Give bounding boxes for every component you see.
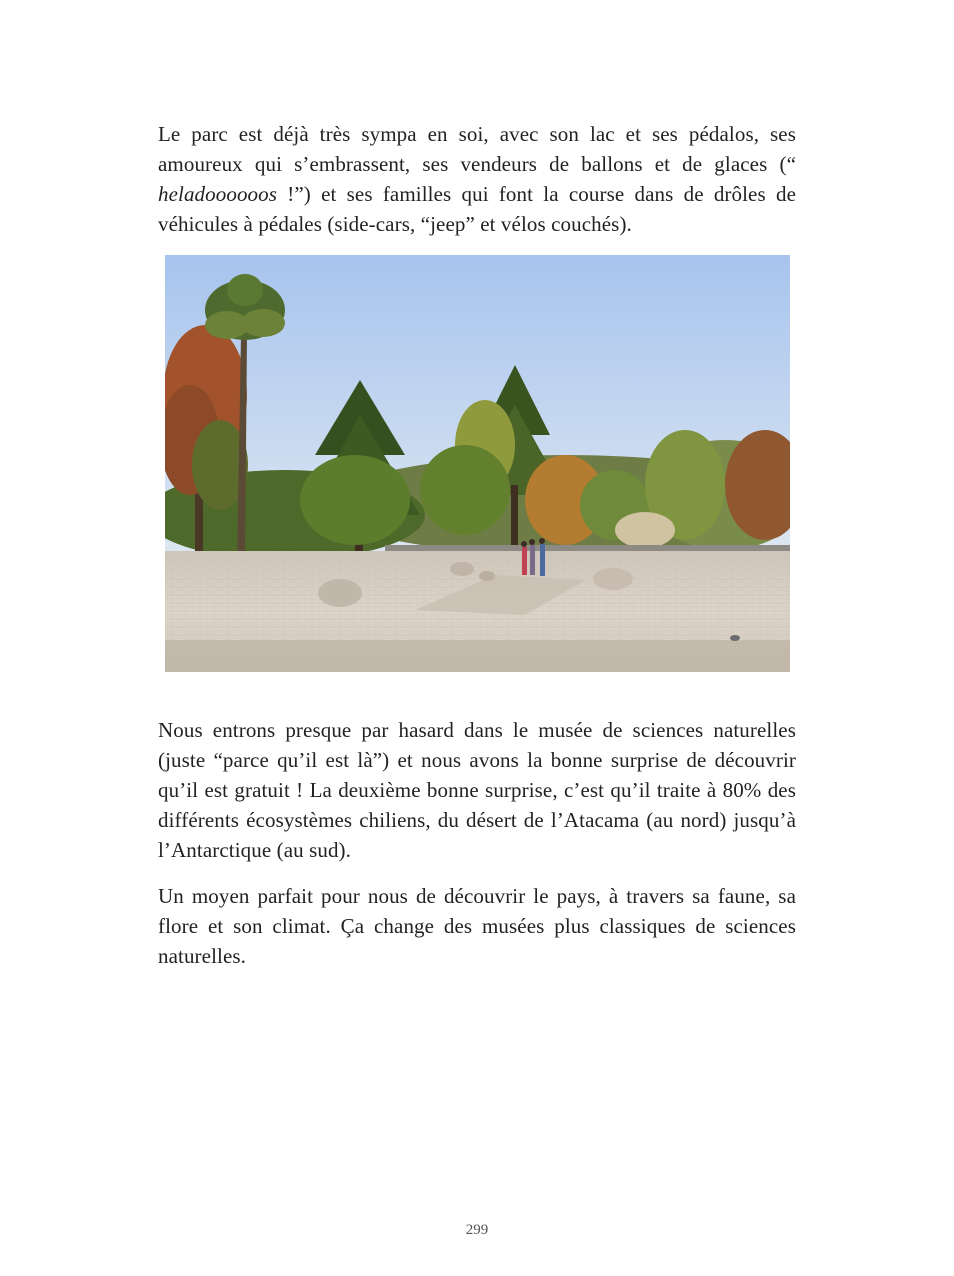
foreground-shadow [165,640,790,672]
railing [385,545,790,551]
paragraph-park-part2: !”) et ses familles qui font la course dans de drôles de véhicules à pédales (side-cars, “jeep” et vélos couchés). [158,182,796,236]
people-walking [521,538,545,576]
park-photo [165,255,790,672]
paragraph-museum: Nous entrons presque par hasard dans le musée de sciences naturelles (juste “parce qu’il est là”) et nous avons la bonne surprise de découvrir qu’il est gratuit ! La deuxième bonne surprise, c’est qu’il traite à 80% des différents écosystèmes chiliens, du désert de l’Atacama (au nord) jusqu’à l’Antarctique (au sud). [158,718,796,862]
page-number: 299 [465,1222,489,1238]
paragraph-park [158,119,796,239]
pigeon [730,635,740,641]
paragraph-park-part1: Le parc est déjà très sympa en soi, avec son lac et ses pédalos, ses amoureux qui s’embrassent, ses vendeurs de ballons et de glaces (“ [158,122,796,176]
paragraph-discovery: Un moyen parfait pour nous de découvrir le pays, à travers sa faune, sa flore et son climat. Ça change des musées plus classiques de sciences naturelles. [158,884,796,968]
paragraph-park-italic: heladoooooos [158,182,278,206]
